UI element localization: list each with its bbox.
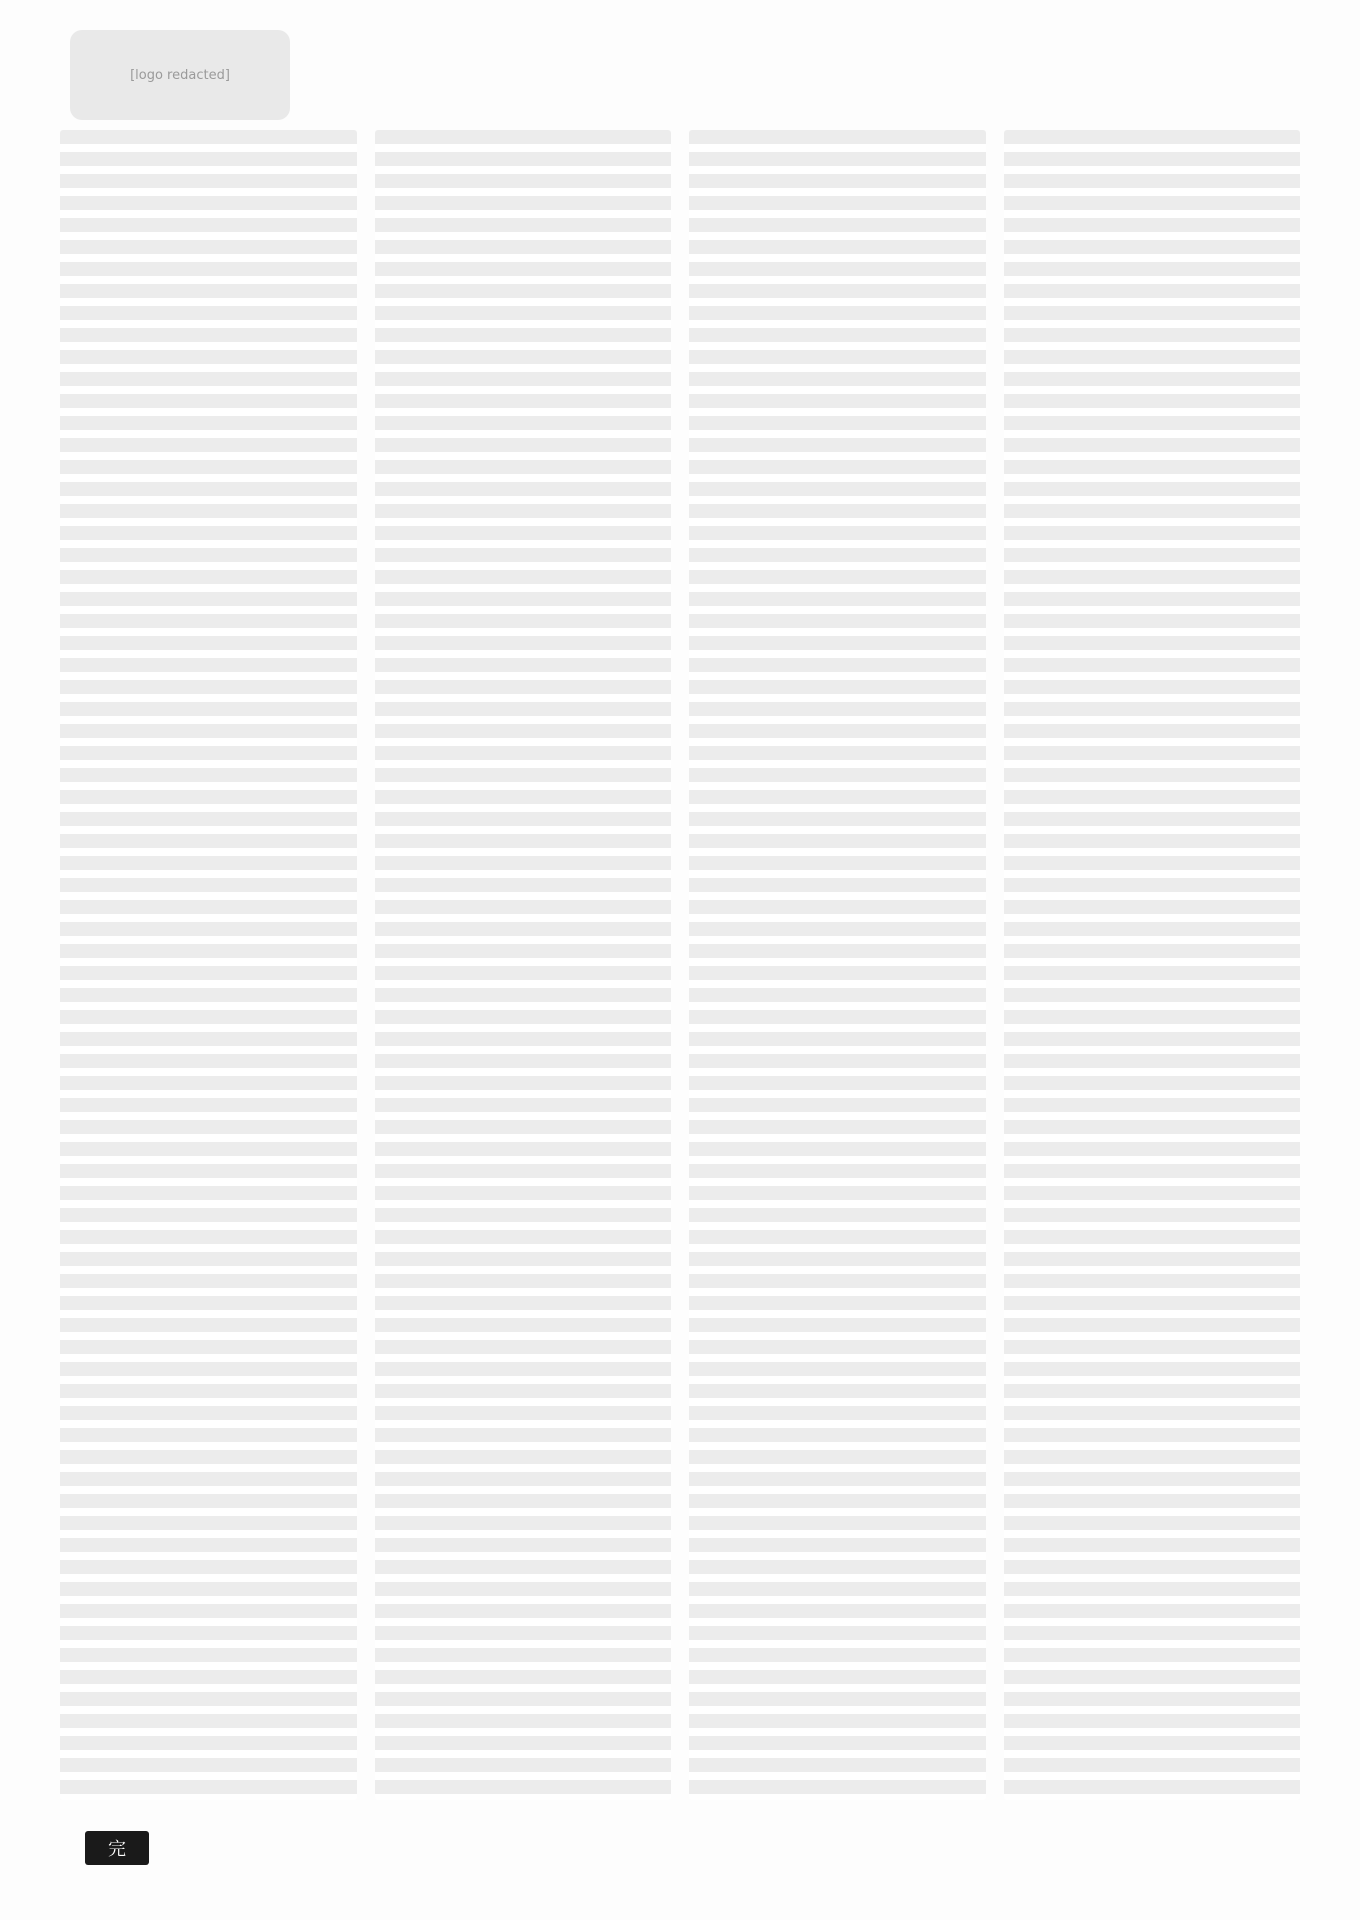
text-column-group bbox=[375, 130, 672, 1800]
series-logo: [logo redacted] bbox=[70, 30, 290, 120]
text-column-group bbox=[60, 130, 357, 1800]
text-column-group bbox=[689, 130, 986, 1800]
text-column-group bbox=[1004, 130, 1301, 1800]
end-mark: 完 bbox=[85, 1831, 149, 1865]
text-page bbox=[60, 130, 1300, 1800]
